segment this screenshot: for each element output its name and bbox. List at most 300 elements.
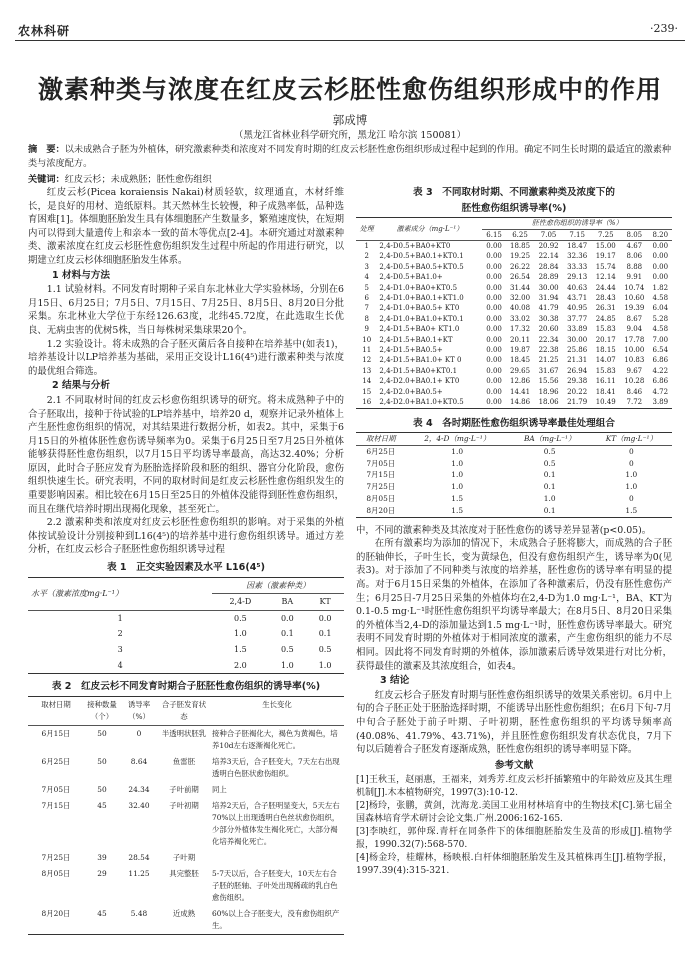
- table-row: [356, 458, 672, 470]
- table-cell: 4.67: [626, 242, 643, 250]
- table-cell: 2,4-D1.5+BA0.1+KT: [379, 335, 453, 344]
- abstract: [28, 143, 678, 171]
- intro-paragraph: 红皮云杉(Picea koraiensis Nakai)材质轻软，纹理通直，木材纤维长，是良好的用材、造纸原料。其天然林生长较慢，种子成熟率低，品种选育困难[1]。体细胞胚胎发生具有体细胞胚产生数量多，繁殖速度快，在短期内可以得到大量遗传上和亲本一致的苗木等优点[2-4]。本研究通过对激素种类、激素浓度在红皮云杉胚性愈伤组织发生过程中所起的作用进行研究，以期建立红皮云杉体细胞胚胎发生体系。: [28, 187, 344, 266]
- table3-caption-line1: 表 3 不同取材时期、不同激素种类及浓度下的: [413, 187, 615, 198]
- table-cell: 6月25日: [366, 446, 396, 456]
- table1-header: BA: [281, 597, 294, 607]
- table-cell: 40.95: [567, 304, 588, 313]
- table2-header: 取材日期: [41, 699, 71, 709]
- table-cell: 32.00: [509, 294, 531, 303]
- table-row: [356, 314, 672, 324]
- keywords-label: 关键词：: [28, 174, 65, 185]
- table-cell: 0.00: [486, 304, 502, 313]
- table-cell: 2: [364, 252, 369, 261]
- table-cell: 子叶初期: [169, 800, 199, 810]
- table-cell: 1: [364, 242, 369, 250]
- keywords-text: 红皮云杉；未成熟胚；胚性愈伤组织: [64, 174, 212, 185]
- references-list: [356, 774, 672, 878]
- table-cell: 33.89: [567, 325, 588, 334]
- table-cell: 28.89: [538, 273, 559, 282]
- table-cell: 1.0: [451, 470, 464, 480]
- table-cell: 4.58: [652, 294, 669, 303]
- table-row: [356, 293, 672, 303]
- table-cell: 22.38: [538, 346, 559, 355]
- table-cell: 33.33: [567, 262, 588, 271]
- table-row: [356, 445, 672, 457]
- table-cell: 6月15日: [41, 728, 71, 738]
- table-cell: 6: [364, 294, 369, 303]
- table-cell: 31.44: [509, 283, 531, 292]
- table-cell: 0.1: [543, 470, 556, 480]
- table3-date-header: 8.20: [652, 230, 669, 239]
- table-cell: 近成熟: [172, 908, 196, 918]
- table-cell: 0.1: [543, 482, 556, 492]
- table-cell: 0.5: [234, 613, 247, 623]
- table-row: [356, 397, 672, 408]
- table-cell: 1.0: [451, 446, 464, 456]
- table-cell: 鱼雷胚: [172, 756, 196, 766]
- table-cell: 半透明状胚乳: [161, 728, 207, 738]
- table-cell: 1.5: [451, 505, 464, 515]
- table-cell: 1.0: [543, 494, 556, 504]
- table-cell: 子叶期: [172, 852, 196, 862]
- table-cell: 7月25日: [41, 852, 71, 862]
- table-cell: 8月05日: [366, 494, 396, 504]
- table-cell: 4: [364, 273, 369, 282]
- table-cell: 0.5: [543, 458, 556, 468]
- article-title: 激素种类与浓度在红皮云杉胚性愈伤组织形成中的作用: [37, 75, 662, 104]
- table-cell: 0.00: [486, 387, 502, 396]
- table-cell: 10.00: [624, 346, 645, 355]
- table-cell: 3: [117, 645, 123, 654]
- table-cell: 10.60: [624, 294, 645, 303]
- table-cell: 1.0: [451, 458, 464, 468]
- table-cell: 15.00: [595, 242, 616, 250]
- table-row: [356, 469, 672, 481]
- table-cell: 8: [364, 314, 369, 323]
- table-cell: 6.86: [652, 356, 669, 365]
- table-cell: 子叶前期: [169, 784, 199, 794]
- reference-item: [4]杨金玲，桂耀林，杨映根.白杆体细胞胚胎发生及其植株再生[J].植物学报，1997.39(4):315-321.: [356, 853, 672, 877]
- table-cell: 1.5: [234, 645, 247, 654]
- table-cell: 2,4-D2.0+BA0.5+: [379, 387, 443, 396]
- table-cell: 0.5: [318, 645, 332, 654]
- table-cell: 2,4-D1.0+BA0+KT0.5: [379, 283, 458, 292]
- table-cell: 3: [364, 262, 369, 271]
- paragraph-continued: 中，不同的激素种类及其浓度对于胚性愈伤的诱导差异显著(p<0.05)。: [356, 524, 652, 536]
- table-cell: 7月15日: [366, 470, 396, 480]
- table-cell: 39: [97, 852, 107, 862]
- table-cell: 0.00: [486, 325, 502, 334]
- reference-item: [3]李映红，郭仲琛.青杆在同条件下的体细胞胚胎发生及苗的形成[J].植物学报，1990.32(7):568-570.: [356, 827, 672, 851]
- table-cell: 0.0: [318, 613, 332, 623]
- table2-header: 生长变化: [262, 699, 292, 709]
- table-cell: 41.79: [538, 304, 559, 313]
- table3-date-header: 7.05: [540, 230, 557, 239]
- table-cell: 4.22: [652, 366, 669, 375]
- page-number: ·239·: [650, 22, 678, 35]
- table-cell: 9.04: [626, 325, 643, 334]
- table-cell: 7: [364, 304, 369, 313]
- table-cell: 28.43: [595, 294, 616, 303]
- table-cell: 7.00: [652, 335, 669, 344]
- table-cell: 15.83: [595, 366, 616, 375]
- table-cell: 10.28: [624, 377, 645, 386]
- table-cell: 40.08: [509, 304, 531, 313]
- table-cell: 0.00: [486, 294, 502, 303]
- table-cell: 4.58: [652, 325, 669, 334]
- table4-caption: 表 4 各时期胚性愈伤组织诱导率最佳处理组合: [413, 417, 615, 429]
- table-row: [356, 272, 672, 282]
- table-cell: 1.0: [234, 629, 247, 639]
- table-cell: 16.11: [595, 377, 616, 386]
- table-cell: 14.41: [509, 387, 531, 396]
- table-cell: 0.1: [318, 629, 332, 639]
- table-cell: 11.25: [128, 868, 150, 878]
- table-row: [28, 610, 344, 626]
- table-cell: 11: [362, 346, 372, 355]
- table-row: [28, 850, 344, 866]
- table-cell: 32.36: [567, 252, 588, 261]
- table3-col-no: 处理: [359, 224, 374, 233]
- table-cell: 0.00: [652, 273, 669, 282]
- table3-caption-line2: 胚性愈伤组织诱导率(%): [461, 202, 567, 214]
- table-cell: 28.54: [128, 852, 150, 862]
- table-row: [356, 262, 672, 272]
- table-cell: 0.1: [543, 505, 556, 515]
- table-cell: 0.00: [486, 398, 502, 407]
- table1-header: KT: [319, 597, 331, 607]
- table-cell: 10.74: [624, 283, 645, 292]
- table-cell: 0.00: [486, 262, 502, 271]
- table-row: [28, 754, 344, 782]
- table1-group-header: 因素（激素种类）: [212, 577, 344, 594]
- table-row: [28, 798, 344, 850]
- table2-header: 诱导率（%）: [127, 699, 151, 721]
- table-cell: 20.92: [538, 242, 559, 250]
- table-cell: 25.86: [567, 346, 588, 355]
- references-title: 参考文献: [494, 759, 534, 771]
- table-cell: 6.54: [652, 346, 669, 355]
- table-cell: 18.45: [509, 356, 531, 365]
- table-cell: 17.32: [509, 325, 531, 334]
- table-cell: 8月20日: [366, 505, 396, 515]
- table-cell: 培养2天后，合子胚明显变大，5天左右70%以上出现透明白色丝状愈伤组织，少部分外植体发生褐化死亡，大部分褐化培养褐化死亡。: [212, 800, 340, 846]
- table-cell: 1.0: [451, 482, 464, 492]
- table-row: [356, 303, 672, 313]
- reference-item: [1]王秋玉，赵丽惠，王福来，刘秀芳.红皮云杉扦插繁殖中的年龄效应及其生理机制[J].木本植物研究，1997(3):10-12.: [356, 775, 672, 799]
- table-cell: 26.22: [509, 262, 531, 271]
- table-row: [28, 626, 344, 642]
- table-cell: 24.85: [595, 314, 616, 323]
- table-cell: 19.25: [509, 252, 531, 261]
- table-cell: 31.67: [538, 366, 559, 375]
- table3-date-header: 7.25: [597, 230, 614, 239]
- table-row: [28, 658, 344, 674]
- table-cell: 33.02: [509, 314, 531, 323]
- table-cell: 0.00: [486, 242, 502, 250]
- table-cell: 18.15: [595, 346, 616, 355]
- table-cell: 60%以上合子胚变大，没有愈伤组织产生。: [212, 908, 340, 930]
- table-cell: 10: [362, 335, 372, 344]
- table-cell: 2,4-D0.5+BA0.5+KT0.5: [379, 262, 464, 271]
- table-cell: 14: [362, 377, 372, 386]
- table-cell: 16: [362, 398, 372, 407]
- table-cell: 0.1: [280, 629, 294, 639]
- table-cell: 0.00: [486, 366, 502, 375]
- table-row: [28, 782, 344, 798]
- table-cell: 5.48: [130, 908, 148, 918]
- table4-header: KT（mg·L⁻¹）: [605, 434, 657, 444]
- table-cell: 2,4-D0.5+BA1.0+: [379, 273, 443, 282]
- table-cell: 2,4-D1.0+BA0.1+KT1.0: [379, 294, 464, 303]
- right-column: [356, 186, 672, 878]
- table-cell: 14.07: [595, 356, 616, 365]
- table-cell: 0.00: [486, 377, 502, 386]
- table-cell: 21.79: [567, 398, 588, 407]
- paragraph-3: 红皮云杉合子胚发育时期与胚性愈伤组织诱导的效果关系密切。6月中上旬的合子胚正处于胚胎选择时期，不能诱导出胚性愈伤组织；在6月下旬-7月中旬合子胚处于前子叶期、子叶初期，胚性愈伤组织的平均诱导频率高(40.08%、41.79%、43.71%)，并且胚性愈伤组织发育状态优良，7月下旬以后随着合子胚发育逐渐成熟，胚性愈伤组织的诱导率明显下降。: [356, 689, 672, 756]
- table-row: [356, 376, 672, 386]
- paragraph-1-1: 1.1 试验材料。不同发育时期种子采自东北林业大学实验林场，分别在6月15日、6月25日；7月5日、7月15日、7月25日、8月5日、8月20日分批采集。东北林业大学位于东经126.63度，北纬45.72度，在此选取生长优良、无病虫害的优树5株，当日每株树采集球果20个。: [28, 284, 344, 336]
- table-cell: 15: [362, 387, 372, 396]
- table-cell: 具完整胚: [169, 868, 199, 878]
- table-cell: 18.06: [538, 398, 559, 407]
- table-cell: 20.60: [538, 325, 559, 334]
- left-column: [28, 186, 344, 935]
- table3: [356, 217, 672, 408]
- table-cell: 1.5: [625, 505, 638, 515]
- table-cell: 12.86: [509, 377, 531, 386]
- table-cell: 20.11: [509, 335, 531, 344]
- table-cell: 6月25日: [41, 756, 71, 766]
- table-cell: 0.00: [486, 314, 502, 323]
- affiliation: （黑龙江省林业科学研究所，黑龙江 哈尔滨 150081）: [233, 130, 467, 141]
- table-cell: 19.39: [624, 304, 645, 313]
- table-cell: 18.85: [509, 242, 531, 250]
- table4: [356, 432, 672, 518]
- table-cell: 21.31: [567, 356, 588, 365]
- table-cell: 19.87: [509, 346, 531, 355]
- table-cell: 0.00: [652, 252, 669, 261]
- table-cell: [210, 850, 344, 866]
- section-heading-3: 3 结论: [380, 675, 410, 687]
- table-cell: 7月25日: [366, 482, 396, 492]
- header-rule: [15, 40, 685, 41]
- table-cell: 6.04: [652, 304, 669, 313]
- table-cell: 21.25: [538, 356, 559, 365]
- table-cell: 8月05日: [41, 868, 71, 878]
- table-cell: 43.71: [567, 294, 588, 303]
- table-cell: 0.00: [486, 356, 502, 365]
- table-row: [356, 355, 672, 365]
- table-cell: 24.44: [595, 283, 616, 292]
- table-row: [356, 481, 672, 493]
- table-cell: 5-7天以后，合子胚变大，10天左右合子胚的胚轴、子叶处出现稀疏的乳白色愈伤组织。: [212, 868, 338, 902]
- table-cell: 17.78: [624, 335, 645, 344]
- table-cell: 1.0: [280, 660, 294, 670]
- table-cell: 12: [362, 356, 372, 365]
- table-cell: 2.0: [234, 660, 247, 670]
- table-row: [356, 345, 672, 355]
- table-cell: 8.88: [626, 262, 643, 271]
- table-cell: 9.91: [626, 273, 643, 282]
- table-cell: 2,4-D1.5+BA1.0+ KT 0: [379, 356, 462, 365]
- table-cell: 22.34: [538, 335, 559, 344]
- table-cell: 13: [362, 366, 372, 375]
- table-cell: 2,4-D0.5+BA0+KT0: [379, 242, 451, 250]
- table-cell: 15.74: [595, 262, 616, 271]
- table3-date-header: 6.15: [486, 230, 502, 239]
- table-cell: 10.83: [624, 356, 645, 365]
- author: 郭成博: [332, 113, 368, 127]
- table-cell: 2,4-D1.5+BA0+ KT1.0: [379, 325, 460, 334]
- table4-header: BA（mg·L⁻¹）: [523, 434, 576, 444]
- table-cell: 0.00: [486, 283, 502, 292]
- table2-header: 合子胚发育状态: [161, 699, 207, 721]
- table-cell: 22.14: [538, 252, 559, 261]
- table-cell: 2: [117, 629, 123, 639]
- table-cell: 0: [628, 494, 634, 504]
- table-cell: 30.38: [538, 314, 559, 323]
- table-cell: 7月05日: [41, 784, 71, 794]
- table-cell: 3.89: [652, 398, 669, 407]
- table-cell: 2,4-D1.5+BA0+KT0.1: [379, 366, 458, 375]
- paragraph-1-2: 1.2 实验设计。将未成熟的合子胚灭菌后各自接种在培养基中(如表1)，培养基设计以LP培养基为基础，采用正交设计L16(4⁵)进行激素种类与浓度的最优组合筛选。: [28, 338, 344, 377]
- table-cell: 2,4-D1.0+BA1.0+KT0.1: [379, 314, 464, 323]
- table-row: [356, 241, 672, 252]
- table-cell: 0.0: [280, 613, 294, 623]
- table-cell: 8.46: [626, 387, 643, 396]
- table-cell: 32.40: [128, 800, 150, 810]
- table-cell: 26.94: [567, 366, 588, 375]
- abstract-label: 摘 要：: [28, 144, 65, 155]
- table-cell: 50: [97, 728, 107, 738]
- table-row: [356, 505, 672, 517]
- table-cell: 18.96: [538, 387, 559, 396]
- table-cell: 0.00: [652, 262, 669, 271]
- table-cell: 30.00: [567, 335, 588, 344]
- table-cell: 15.83: [595, 325, 616, 334]
- table-cell: 8月20日: [41, 908, 71, 918]
- table-cell: 20.17: [595, 335, 616, 344]
- paragraph-2-2: 2.2 激素种类和浓度对红皮云杉胚性愈伤组织的影响。对于采集的外植体按试验设计分别接种到L16(4⁵)的培养基中进行愈伤组织诱导。通过方差分析，在红皮云杉合子胚胚性愈伤组织诱导过程: [28, 517, 344, 556]
- table3-date-header: 8.05: [626, 230, 643, 239]
- table3-col-hormone: 激素成分（mg·L⁻¹）: [396, 224, 464, 233]
- table-cell: 50: [97, 756, 107, 766]
- table-cell: 1.5: [451, 494, 464, 504]
- table2-header: 接种数量（个）: [87, 699, 117, 721]
- table-row: [28, 866, 344, 906]
- table-cell: 15.56: [538, 377, 559, 386]
- table-cell: 40.63: [567, 283, 588, 292]
- table-cell: 45: [97, 908, 107, 918]
- table-cell: 2,4-D1.5+BA0.5+: [379, 346, 443, 355]
- table4-header: 2，4-D（mg·L⁻¹）: [424, 434, 491, 444]
- paragraph-2-3: 在所有激素均为添加的情况下，未成熟合子胚将膨大，而成熟的合子胚的胚轴伸长，子叶生长，变为黄绿色，但没有愈伤组织产生，诱导率为0(见表3)。对于添加了不同种类与浓度的培养基，胚性愈伤的诱导率有明显的提高。对于6月15日采集的外植体，在添加了各种激素后，仍没有胚性愈伤产生；6月25日-7月25日采集的外植体均在2,4-D为1.0 mg·L⁻¹，BA、KT为0.1-0.5 mg·L⁻¹时胚性愈伤组织平均诱导率最大；在8月5日、8月20日采集的外植体当2,4-D的添加量达到1.5 mg·L⁻¹时，胚性愈伤诱导率最大。研究表明不同发育时期的外植体对于相同浓度的激素，产生愈伤组织的能力不尽相同。因此将不同发育时期的外植体，添加激素后诱导效果进行对比分析，获得最佳的激素及其浓度组合，如表4。: [356, 538, 672, 672]
- section-heading-2: 2 结果与分析: [52, 380, 110, 392]
- table-cell: 0.00: [652, 242, 669, 250]
- table-cell: 14.86: [509, 398, 531, 407]
- table-cell: 29.13: [567, 273, 588, 282]
- table-cell: 1.0: [625, 482, 638, 492]
- table-cell: 37.77: [567, 314, 588, 323]
- table-cell: 4.72: [652, 387, 669, 396]
- table-cell: 7月15日: [41, 800, 71, 810]
- table-cell: 5.28: [652, 314, 669, 323]
- table-row: [356, 493, 672, 505]
- table-cell: 8.64: [130, 756, 148, 766]
- table-cell: 50: [97, 784, 107, 794]
- table-row: [356, 335, 672, 345]
- table-cell: 29: [97, 868, 107, 878]
- table-cell: 1.82: [652, 283, 669, 292]
- table-row: [28, 725, 344, 754]
- table2: [28, 696, 344, 935]
- table-cell: 0: [628, 458, 634, 468]
- table-cell: 2,4-D2.0+BA0.1+ KT0: [379, 377, 460, 386]
- table-cell: 5: [364, 283, 369, 292]
- table-cell: 同上: [212, 784, 227, 794]
- table3-date-header: 6.25: [512, 230, 528, 239]
- table-cell: 6.86: [652, 377, 669, 386]
- keywords: [28, 171, 678, 185]
- page-header: [0, 0, 700, 40]
- reference-item: [2]杨玲，张鹏，黄剑，沈海龙.美国工业用材林培育中的生物技术[C].第七届全国森林培育学术研讨会论文集.广州.2006:162-165.: [356, 801, 672, 825]
- table-row: [28, 642, 344, 658]
- table-cell: 0.00: [486, 335, 502, 344]
- table-cell: 8.06: [626, 252, 643, 261]
- journal-name: 农林科研: [18, 24, 71, 38]
- table-cell: 接种合子胚褐化大，褐色为黄褐色，培养10d左右逐渐褐化死亡。: [212, 728, 338, 750]
- table-cell: 26.54: [509, 273, 531, 282]
- table4-header: 取材日期: [366, 434, 396, 444]
- table-cell: 20.22: [567, 387, 588, 396]
- table-cell: 45: [97, 800, 107, 810]
- table-cell: 30.00: [538, 283, 559, 292]
- table-cell: 2,4-D2.0+BA1.0+KT0.5: [379, 398, 464, 407]
- table-row: [28, 906, 344, 935]
- table-cell: 2,4-D0.5+BA0.1+KT0.1: [379, 252, 464, 261]
- table-row: [356, 283, 672, 293]
- table-cell: 12.14: [595, 273, 616, 282]
- table-cell: 18.41: [595, 387, 616, 396]
- table-cell: 4: [117, 660, 123, 670]
- table-cell: 9.67: [626, 366, 643, 375]
- table-row: [356, 387, 672, 397]
- table-cell: 0.00: [486, 273, 502, 282]
- table-cell: 0: [628, 446, 634, 456]
- table-cell: 7月05日: [366, 458, 396, 468]
- table-cell: 1: [117, 613, 123, 623]
- table1-caption: 表 1 正交实验因素及水平 L16(4⁵): [107, 562, 265, 574]
- table-cell: 26.31: [595, 304, 616, 313]
- table-row: [356, 366, 672, 376]
- table-cell: 29.65: [509, 366, 531, 375]
- table-cell: 8.67: [626, 314, 643, 323]
- table3-group-header: 胚性愈伤组织的诱导率（%）: [482, 218, 672, 229]
- table-cell: 培养3天后，合子胚变大，7天左右出现透明白色胚状愈伤组织。: [212, 756, 340, 778]
- table-cell: 31.94: [538, 294, 559, 303]
- table-cell: 28.84: [538, 262, 559, 271]
- table1-header: 2,4-D: [229, 597, 252, 607]
- table-row: [356, 251, 672, 261]
- table-cell: 10.49: [595, 398, 616, 407]
- table-cell: 1.0: [625, 470, 638, 480]
- table-cell: 0.00: [486, 252, 502, 261]
- table-cell: 29.38: [567, 377, 588, 386]
- table-cell: 19.17: [595, 252, 616, 261]
- table-cell: 0.00: [486, 346, 502, 355]
